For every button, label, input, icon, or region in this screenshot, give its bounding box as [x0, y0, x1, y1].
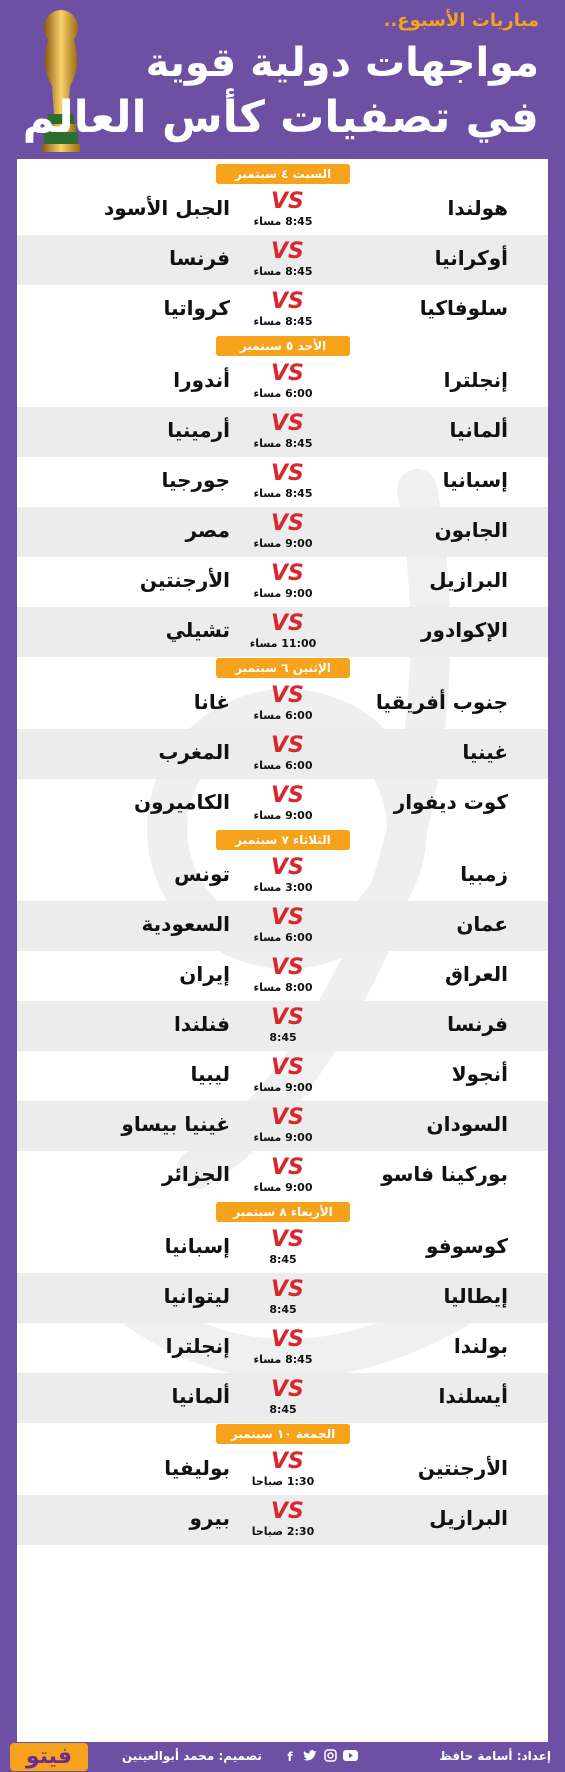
match-row	[17, 729, 548, 779]
day-header	[17, 657, 548, 679]
away-team: ليبيا	[190, 1062, 230, 1086]
away-team: بيرو	[189, 1506, 230, 1530]
vs-text: VS	[271, 1277, 304, 1302]
match-row	[17, 1445, 548, 1495]
match-row	[17, 285, 548, 335]
vs-icon	[267, 236, 304, 264]
vs-icon	[267, 1324, 304, 1352]
match-time: 9:00 مساء	[253, 1081, 313, 1094]
day-header	[17, 335, 548, 357]
vs-text: VS	[271, 905, 304, 930]
home-team: فرنسا	[447, 1012, 508, 1036]
away-team: غينيا بيساو	[121, 1112, 230, 1136]
match-row	[17, 1323, 548, 1373]
match-time: 9:00 مساء	[253, 1181, 313, 1194]
youtube-icon[interactable]	[342, 1749, 358, 1765]
match-row	[17, 779, 548, 829]
day-header	[17, 1423, 548, 1445]
match-row	[17, 679, 548, 729]
home-team: أنجولا	[451, 1062, 508, 1086]
day-label: الثلاثاء ٧ سبتمبر	[216, 830, 350, 850]
vs-icon	[267, 608, 304, 636]
header	[0, 0, 565, 160]
day-label: الأحد ٥ سبتمبر	[216, 336, 350, 356]
vs-text: VS	[271, 611, 304, 636]
match-row	[17, 901, 548, 951]
vs-text: VS	[271, 511, 304, 536]
vs-text: VS	[271, 733, 304, 758]
away-team: فرنسا	[169, 246, 230, 270]
home-team: أوكرانيا	[434, 246, 508, 270]
preparer-credit: إعداد: أسامة حافظ	[439, 1749, 551, 1763]
vs-text: VS	[271, 1105, 304, 1130]
home-team: ألمانيا	[449, 418, 508, 442]
vs-icon	[267, 1274, 304, 1302]
home-team: الأرجنتين	[417, 1456, 508, 1480]
home-team: سلوفاكيا	[419, 296, 508, 320]
home-team: زمبيا	[460, 862, 508, 886]
vs-icon	[267, 458, 304, 486]
home-team: كوت ديفوار	[393, 790, 508, 814]
vs-icon	[267, 852, 304, 880]
away-team: فنلندا	[174, 1012, 230, 1036]
vs-icon	[267, 680, 304, 708]
vs-text: VS	[271, 461, 304, 486]
match-time: 8:00 مساء	[253, 981, 313, 994]
vs-icon	[267, 558, 304, 586]
match-time: 8:45 مساء	[253, 487, 313, 500]
match-time: 8:45	[269, 1031, 297, 1044]
away-team: الأرجنتين	[139, 568, 230, 592]
match-time: 3:00 مساء	[253, 881, 313, 894]
match-time: 6:00 مساء	[253, 387, 313, 400]
home-team: غينيا	[462, 740, 508, 764]
vs-icon	[267, 730, 304, 758]
home-team: جنوب أفريقيا	[375, 690, 508, 714]
home-team: بولندا	[453, 1334, 508, 1358]
match-time: 8:45 مساء	[253, 315, 313, 328]
vs-text: VS	[271, 683, 304, 708]
match-row	[17, 507, 548, 557]
match-time: 8:45 مساء	[253, 1353, 313, 1366]
vs-icon	[267, 902, 304, 930]
match-time: 8:45 مساء	[253, 265, 313, 278]
home-team: إنجلترا	[443, 368, 508, 392]
match-time: 1:30 صباحا	[251, 1475, 315, 1488]
vito-logo: فيتو	[10, 1743, 88, 1771]
match-row	[17, 851, 548, 901]
vs-icon	[267, 1496, 304, 1524]
away-team: إيران	[179, 962, 230, 986]
vs-icon	[267, 1052, 304, 1080]
match-time: 8:45 مساء	[253, 437, 313, 450]
away-team: ألمانيا	[171, 1384, 230, 1408]
home-team: بوركينا فاسو	[381, 1162, 508, 1186]
day-header	[17, 829, 548, 851]
designer-credit: تصميم: محمد أبوالعينين	[122, 1749, 262, 1763]
match-row	[17, 457, 548, 507]
match-row	[17, 1223, 548, 1273]
vs-icon	[267, 286, 304, 314]
vs-text: VS	[271, 855, 304, 880]
home-team: السودان	[426, 1112, 508, 1136]
home-team: إسبانيا	[442, 468, 508, 492]
vs-icon	[267, 408, 304, 436]
vs-text: VS	[271, 1327, 304, 1352]
match-row	[17, 607, 548, 657]
vs-text: VS	[271, 1005, 304, 1030]
home-team: الإكوادور	[421, 618, 508, 642]
header-title-line2: في تصفيات كأس العالم	[22, 92, 539, 143]
away-team: غانا	[193, 690, 230, 714]
match-time: 6:00 مساء	[253, 759, 313, 772]
match-row	[17, 1101, 548, 1151]
day-header	[17, 1201, 548, 1223]
away-team: مصر	[185, 518, 230, 542]
day-label: السبت ٤ سبتمبر	[216, 164, 350, 184]
home-team: العراق	[445, 962, 508, 986]
match-row	[17, 1001, 548, 1051]
match-time: 11:00 مساء	[249, 637, 317, 650]
away-team: الجزائر	[161, 1162, 230, 1186]
day-header	[17, 163, 548, 185]
facebook-icon[interactable]: f	[287, 1750, 293, 1764]
header-subtitle: مباريات الأسبوع..	[383, 10, 539, 31]
match-time: 8:45	[269, 1253, 297, 1266]
away-team: جورجيا	[161, 468, 230, 492]
vs-text: VS	[271, 239, 304, 264]
header-title-line1: مواجهات دولية قوية	[145, 40, 539, 86]
vs-text: VS	[271, 189, 304, 214]
vs-text: VS	[271, 1155, 304, 1180]
match-row	[17, 1273, 548, 1323]
away-team: أندورا	[173, 368, 230, 392]
vs-text: VS	[271, 1449, 304, 1474]
match-row	[17, 951, 548, 1001]
match-time: 8:45	[269, 1403, 297, 1416]
day-label: الأربعاء ٨ سبتمبر	[216, 1202, 350, 1222]
vs-text: VS	[271, 1227, 304, 1252]
match-row	[17, 1373, 548, 1423]
vs-text: VS	[271, 361, 304, 386]
vs-icon	[267, 1446, 304, 1474]
home-team: إيطاليا	[443, 1284, 508, 1308]
away-team: السعودية	[141, 912, 230, 936]
vs-icon	[267, 186, 304, 214]
away-team: كرواتيا	[163, 296, 230, 320]
match-row	[17, 407, 548, 457]
footer	[0, 1742, 565, 1772]
vs-icon	[267, 952, 304, 980]
day-label: الجمعة ١٠ سبتمبر	[216, 1424, 350, 1444]
vs-text: VS	[271, 783, 304, 808]
twitter-icon[interactable]	[302, 1749, 318, 1765]
match-time: 6:00 مساء	[253, 709, 313, 722]
away-team: أرمينيا	[167, 418, 230, 442]
away-team: ليتوانيا	[163, 1284, 230, 1308]
vs-text: VS	[271, 1055, 304, 1080]
match-time: 9:00 مساء	[253, 587, 313, 600]
match-row	[17, 235, 548, 285]
match-time: 8:45	[269, 1303, 297, 1316]
away-team: الجبل الأسود	[104, 196, 230, 220]
vs-icon	[267, 1002, 304, 1030]
vs-icon	[267, 1224, 304, 1252]
match-time: 9:00 مساء	[253, 809, 313, 822]
match-row	[17, 1495, 548, 1545]
home-team: الجابون	[434, 518, 508, 542]
vs-text: VS	[271, 561, 304, 586]
vs-icon	[267, 780, 304, 808]
home-team: هولندا	[447, 196, 508, 220]
home-team: البرازيل	[429, 568, 508, 592]
away-team: تونس	[174, 862, 230, 886]
home-team: كوسوفو	[425, 1234, 508, 1258]
match-time: 8:45 مساء	[253, 215, 313, 228]
away-team: الكاميرون	[134, 790, 230, 814]
match-row	[17, 1051, 548, 1101]
match-row	[17, 185, 548, 235]
vs-text: VS	[271, 1499, 304, 1524]
vs-icon	[267, 508, 304, 536]
vs-text: VS	[271, 1377, 304, 1402]
match-time: 2:30 صباحا	[251, 1525, 315, 1538]
instagram-icon[interactable]	[322, 1749, 338, 1765]
away-team: بوليفيا	[164, 1456, 230, 1480]
home-team: البرازيل	[429, 1506, 508, 1530]
away-team: المغرب	[158, 740, 230, 764]
match-row	[17, 357, 548, 407]
day-label: الإثنين ٦ سبتمبر	[216, 658, 350, 678]
match-time: 9:00 مساء	[253, 537, 313, 550]
match-time: 9:00 مساء	[253, 1131, 313, 1144]
vs-icon	[267, 358, 304, 386]
vs-text: VS	[271, 411, 304, 436]
schedule-card	[17, 159, 548, 1742]
vs-icon	[267, 1374, 304, 1402]
away-team: إنجلترا	[165, 1334, 230, 1358]
away-team: إسبانيا	[164, 1234, 230, 1258]
match-row	[17, 557, 548, 607]
vs-icon	[267, 1102, 304, 1130]
vs-icon	[267, 1152, 304, 1180]
vs-text: VS	[271, 289, 304, 314]
away-team: تشيلي	[165, 618, 230, 642]
match-time: 6:00 مساء	[253, 931, 313, 944]
home-team: أيسلندا	[438, 1384, 508, 1408]
vs-text: VS	[271, 955, 304, 980]
match-row	[17, 1151, 548, 1201]
home-team: عمان	[456, 912, 508, 936]
